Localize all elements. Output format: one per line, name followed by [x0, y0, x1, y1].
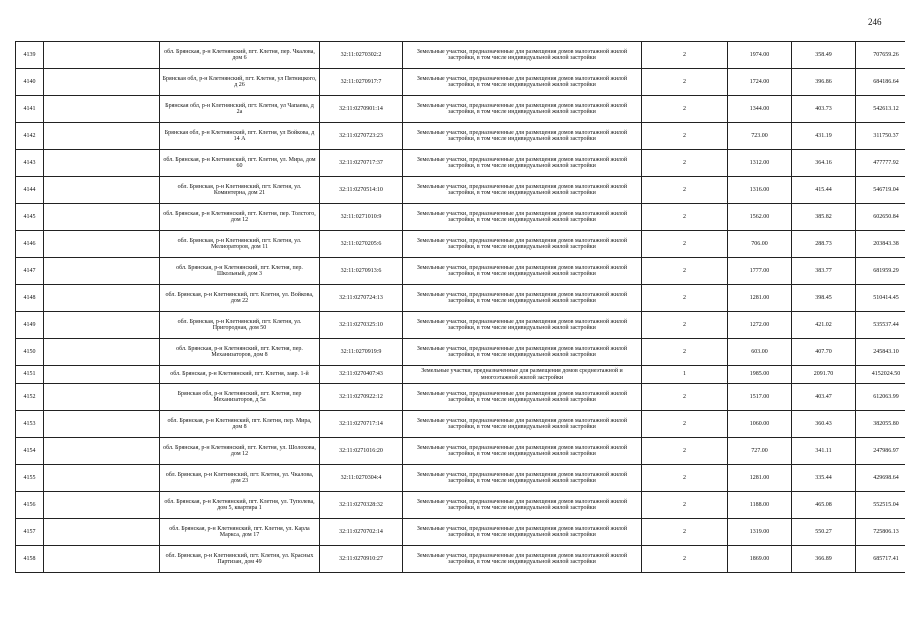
cell-permitted-use: Земельные участки, предназначенные для размещения домов малоэтажной жилой застройки, в том числе индивидуальной жилой застройки: [403, 519, 642, 546]
cell-empty: [44, 366, 160, 384]
cell-cadastral-value: 612063.99: [856, 384, 905, 411]
cell-cadastral-value: 725806.13: [856, 519, 905, 546]
cell-record-number: 4139: [16, 42, 44, 69]
cell-record-number: 4140: [16, 69, 44, 96]
cell-specific-value: 403.73: [792, 96, 856, 123]
cell-empty: [44, 69, 160, 96]
cell-cadastral-number: 32:11:0270717:14: [320, 411, 403, 438]
cell-area: 603.00: [728, 339, 792, 366]
cell-empty: [44, 285, 160, 312]
cell-cadastral-number: 32:11:0270901:14: [320, 96, 403, 123]
cell-permitted-use: Земельные участки, предназначенные для размещения домов малоэтажной жилой застройки, в том числе индивидуальной жилой застройки: [403, 231, 642, 258]
cell-address: обл. Брянская, р-н Клетнянский, пгт. Клетня, пер. Мира, дом 8: [160, 411, 320, 438]
table-row: [16, 285, 905, 312]
cell-permitted-use: Земельные участки, предназначенные для размещения домов малоэтажной жилой застройки, в том числе индивидуальной жилой застройки: [403, 42, 642, 69]
table-row: [16, 42, 905, 69]
cell-area: 1974.00: [728, 42, 792, 69]
cell-permitted-use: Земельные участки, предназначенные для размещения домов малоэтажной жилой застройки, в том числе индивидуальной жилой застройки: [403, 258, 642, 285]
cell-address: Брянская обл, р-н Клетнянский, пгт. Клетня, ул Пятницкого, д 26: [160, 69, 320, 96]
cell-address: обл. Брянская, р-н Клетнянский, пгт. Клетня, ул. Карла Маркса, дом 17: [160, 519, 320, 546]
cell-cadastral-value: 546719.04: [856, 177, 905, 204]
cell-empty: [44, 177, 160, 204]
cell-record-number: 4141: [16, 96, 44, 123]
cell-specific-value: 465.08: [792, 492, 856, 519]
cell-permitted-use: Земельные участки, предназначенные для размещения домов малоэтажной жилой застройки, в том числе индивидуальной жилой застройки: [403, 285, 642, 312]
cell-group-code: 2: [642, 69, 728, 96]
cell-address: обл. Брянская, р-н Клетнянский, пгт. Клетня, ул. Мира, дом 60: [160, 150, 320, 177]
cell-permitted-use: Земельные участки, предназначенные для размещения домов малоэтажной жилой застройки, в том числе индивидуальной жилой застройки: [403, 465, 642, 492]
table-row: [16, 69, 905, 96]
cell-record-number: 4149: [16, 312, 44, 339]
cell-group-code: 2: [642, 177, 728, 204]
cell-empty: [44, 42, 160, 69]
cell-area: 706.00: [728, 231, 792, 258]
cell-permitted-use: Земельные участки, предназначенные для размещения домов малоэтажной жилой застройки, в том числе индивидуальной жилой застройки: [403, 204, 642, 231]
cell-group-code: 2: [642, 465, 728, 492]
cell-empty: [44, 150, 160, 177]
cell-record-number: 4152: [16, 384, 44, 411]
table-row: [16, 411, 905, 438]
cell-empty: [44, 519, 160, 546]
cell-cadastral-value: 542613.12: [856, 96, 905, 123]
cell-empty: [44, 492, 160, 519]
cell-group-code: 1: [642, 366, 728, 384]
cell-cadastral-number: 32:11:0271010:9: [320, 204, 403, 231]
table-row: [16, 123, 905, 150]
cell-empty: [44, 312, 160, 339]
cell-cadastral-value: 247986.97: [856, 438, 905, 465]
land-registry-table: [15, 41, 905, 573]
cell-record-number: 4142: [16, 123, 44, 150]
cell-cadastral-value: 382055.80: [856, 411, 905, 438]
cell-specific-value: 385.82: [792, 204, 856, 231]
cell-record-number: 4156: [16, 492, 44, 519]
cell-specific-value: 288.73: [792, 231, 856, 258]
cell-group-code: 2: [642, 411, 728, 438]
cell-cadastral-number: 32:11:0270910:27: [320, 546, 403, 573]
cell-group-code: 2: [642, 150, 728, 177]
cell-permitted-use: Земельные участки, предназначенные для размещения домов малоэтажной жилой застройки, в том числе индивидуальной жилой застройки: [403, 312, 642, 339]
cell-empty: [44, 123, 160, 150]
cell-area: 1281.00: [728, 465, 792, 492]
cell-address: Брянская обл, р-н Клетнянский, пгт. Клетня, ул Чапаева, д 2а: [160, 96, 320, 123]
cell-group-code: 2: [642, 492, 728, 519]
cell-record-number: 4144: [16, 177, 44, 204]
cell-empty: [44, 339, 160, 366]
table-row: [16, 384, 905, 411]
cell-group-code: 2: [642, 384, 728, 411]
cell-group-code: 2: [642, 204, 728, 231]
cell-cadastral-number: 32:11:0270514:10: [320, 177, 403, 204]
cell-cadastral-value: 311750.37: [856, 123, 905, 150]
table-row: [16, 339, 905, 366]
cell-cadastral-number: 32:11:0270913:6: [320, 258, 403, 285]
cell-cadastral-number: 32:11:0270325:10: [320, 312, 403, 339]
cell-area: 1985.00: [728, 366, 792, 384]
page-number: 246: [868, 17, 882, 27]
cell-cadastral-number: 32:11:0270922:12: [320, 384, 403, 411]
cell-permitted-use: Земельные участки, предназначенные для размещения домов малоэтажной жилой застройки, в том числе индивидуальной жилой застройки: [403, 384, 642, 411]
cell-empty: [44, 96, 160, 123]
cell-area: 1319.00: [728, 519, 792, 546]
cell-cadastral-number: 32:11:0270205:6: [320, 231, 403, 258]
cell-permitted-use: Земельные участки, предназначенные для размещения домов малоэтажной жилой застройки, в том числе индивидуальной жилой застройки: [403, 339, 642, 366]
cell-cadastral-number: 32:11:0270304:4: [320, 465, 403, 492]
cell-record-number: 4145: [16, 204, 44, 231]
cell-specific-value: 431.19: [792, 123, 856, 150]
cell-area: 1344.00: [728, 96, 792, 123]
cell-empty: [44, 438, 160, 465]
cell-area: 1724.00: [728, 69, 792, 96]
cell-cadastral-value: 602650.84: [856, 204, 905, 231]
cell-cadastral-value: 510414.45: [856, 285, 905, 312]
cell-specific-value: 335.44: [792, 465, 856, 492]
cell-group-code: 2: [642, 231, 728, 258]
cell-address: обл. Брянская, р-н Клетнянский, пгт. Клетня, ул. Чкалова, дом 23: [160, 465, 320, 492]
cell-cadastral-value: 552515.04: [856, 492, 905, 519]
cell-address: Брянская обл, р-н Клетнянский, пгт. Клетня, ул Войкова, д 14 А: [160, 123, 320, 150]
table-row: [16, 366, 905, 384]
cell-address: Брянская обл, р-н Клетнянский, пгт. Клетня, пер Механизаторов, д 5а: [160, 384, 320, 411]
cell-record-number: 4155: [16, 465, 44, 492]
cell-cadastral-value: 535537.44: [856, 312, 905, 339]
cell-cadastral-number: 32:11:0270328:32: [320, 492, 403, 519]
cell-cadastral-number: 32:11:0270919:9: [320, 339, 403, 366]
table-row: [16, 546, 905, 573]
cell-cadastral-value: 4152024.50: [856, 366, 905, 384]
cell-area: 1060.00: [728, 411, 792, 438]
cell-record-number: 4148: [16, 285, 44, 312]
cell-permitted-use: Земельные участки, предназначенные для размещения домов малоэтажной жилой застройки, в том числе индивидуальной жилой застройки: [403, 438, 642, 465]
cell-permitted-use: Земельные участки, предназначенные для размещения домов малоэтажной жилой застройки, в том числе индивидуальной жилой застройки: [403, 411, 642, 438]
cell-area: 1316.00: [728, 177, 792, 204]
cell-cadastral-value: 477777.92: [856, 150, 905, 177]
cell-area: 1272.00: [728, 312, 792, 339]
cell-group-code: 2: [642, 312, 728, 339]
cell-area: 1777.00: [728, 258, 792, 285]
cell-specific-value: 550.27: [792, 519, 856, 546]
cell-specific-value: 358.49: [792, 42, 856, 69]
cell-cadastral-number: 32:11:0270717:37: [320, 150, 403, 177]
cell-group-code: 2: [642, 519, 728, 546]
cell-area: 723.00: [728, 123, 792, 150]
cell-cadastral-number: 32:11:0270724:13: [320, 285, 403, 312]
cell-specific-value: 407.70: [792, 339, 856, 366]
table-row: [16, 231, 905, 258]
table-row: [16, 96, 905, 123]
cell-empty: [44, 465, 160, 492]
cell-specific-value: 366.89: [792, 546, 856, 573]
cell-record-number: 4158: [16, 546, 44, 573]
cell-area: 727.00: [728, 438, 792, 465]
cell-area: 1312.00: [728, 150, 792, 177]
cell-specific-value: 398.45: [792, 285, 856, 312]
cell-empty: [44, 546, 160, 573]
cell-address: обл. Брянская, р-н Клетнянский, пгт. Клетня, ул. Красных Партизан, дом 49: [160, 546, 320, 573]
cell-cadastral-number: 32:11:0270302:2: [320, 42, 403, 69]
cell-specific-value: 364.16: [792, 150, 856, 177]
cell-record-number: 4150: [16, 339, 44, 366]
cell-group-code: 2: [642, 258, 728, 285]
cell-address: обл. Брянская, р-н Клетнянский, пгт. Клетня, ул. Шолохова, дом 12: [160, 438, 320, 465]
cell-permitted-use: Земельные участки, предназначенные для размещения домов малоэтажной жилой застройки, в том числе индивидуальной жилой застройки: [403, 177, 642, 204]
cell-record-number: 4143: [16, 150, 44, 177]
cell-empty: [44, 231, 160, 258]
cell-record-number: 4146: [16, 231, 44, 258]
cell-group-code: 2: [642, 546, 728, 573]
cell-address: обл. Брянская, р-н Клетнянский, пгт. Клетня, ул. Пригородная, дом 50: [160, 312, 320, 339]
cell-specific-value: 383.77: [792, 258, 856, 285]
table-row: [16, 465, 905, 492]
cell-area: 1869.00: [728, 546, 792, 573]
cell-address: обл. Брянская, р-н Клетнянский, пгт. Клетня, ул. Туполева, дом 5, квартира 1: [160, 492, 320, 519]
cell-cadastral-value: 685717.41: [856, 546, 905, 573]
cell-permitted-use: Земельные участки, предназначенные для размещения домов малоэтажной жилой застройки, в том числе индивидуальной жилой застройки: [403, 150, 642, 177]
cell-address: обл. Брянская, р-н Клетнянский, пгт. Клетня, пер. Механизаторов, дом 8: [160, 339, 320, 366]
table-row: [16, 492, 905, 519]
cell-permitted-use: Земельные участки, предназначенные для размещения домов малоэтажной жилой застройки, в том числе индивидуальной жилой застройки: [403, 123, 642, 150]
cell-permitted-use: Земельные участки, предназначенные для размещения домов малоэтажной жилой застройки, в том числе индивидуальной жилой застройки: [403, 96, 642, 123]
cell-group-code: 2: [642, 339, 728, 366]
table-row: [16, 177, 905, 204]
cell-empty: [44, 411, 160, 438]
cell-permitted-use: Земельные участки, предназначенные для размещения домов малоэтажной жилой застройки, в том числе индивидуальной жилой застройки: [403, 546, 642, 573]
cell-group-code: 2: [642, 96, 728, 123]
table-row: [16, 519, 905, 546]
cell-specific-value: 2091.70: [792, 366, 856, 384]
cell-cadastral-value: 684186.64: [856, 69, 905, 96]
cell-group-code: 2: [642, 438, 728, 465]
registry-table-body: [16, 42, 905, 573]
cell-group-code: 2: [642, 42, 728, 69]
cell-area: 1562.00: [728, 204, 792, 231]
cell-cadastral-number: 32:11:0270723:23: [320, 123, 403, 150]
cell-specific-value: 403.47: [792, 384, 856, 411]
cell-permitted-use: Земельные участки, предназначенные для размещения домов малоэтажной жилой застройки, в том числе индивидуальной жилой застройки: [403, 69, 642, 96]
cell-area: 1517.00: [728, 384, 792, 411]
table-row: [16, 258, 905, 285]
cell-cadastral-value: 245843.10: [856, 339, 905, 366]
cell-specific-value: 421.02: [792, 312, 856, 339]
cell-cadastral-number: 32:11:0270407:43: [320, 366, 403, 384]
cell-area: 1281.00: [728, 285, 792, 312]
cell-specific-value: 396.86: [792, 69, 856, 96]
cell-permitted-use: Земельные участки, предназначенные для размещения домов среднеэтажной и многоэтажной жилой застройки: [403, 366, 642, 384]
cell-cadastral-number: 32:11:0270702:14: [320, 519, 403, 546]
cell-cadastral-number: 32:11:0271016:20: [320, 438, 403, 465]
cell-permitted-use: Земельные участки, предназначенные для размещения домов малоэтажной жилой застройки, в том числе индивидуальной жилой застройки: [403, 492, 642, 519]
cell-address: обл. Брянская, р-н Клетнянский, пгт. Клетня, пер. Чкалова, дом 6: [160, 42, 320, 69]
table-row: [16, 204, 905, 231]
cell-cadastral-value: 707659.26: [856, 42, 905, 69]
cell-record-number: 4151: [16, 366, 44, 384]
cell-address: обл. Брянская, р-н Клетнянский, пгт. Клетня, заяр. 1-й: [160, 366, 320, 384]
cell-empty: [44, 384, 160, 411]
cell-record-number: 4154: [16, 438, 44, 465]
cell-area: 1188.00: [728, 492, 792, 519]
cell-record-number: 4157: [16, 519, 44, 546]
cell-empty: [44, 204, 160, 231]
cell-address: обл. Брянская, р-н Клетнянский, пгт. Клетня, ул. Войкова, дом 22: [160, 285, 320, 312]
cell-record-number: 4153: [16, 411, 44, 438]
cell-record-number: 4147: [16, 258, 44, 285]
cell-cadastral-number: 32:11:0270917:7: [320, 69, 403, 96]
cell-address: обл. Брянская, р-н Клетнянский, пгт. Клетня, пер. Толстого, дом 12: [160, 204, 320, 231]
cell-address: обл. Брянская, р-н Клетнянский, пгт. Клетня, пер. Школьный, дом 3: [160, 258, 320, 285]
cell-specific-value: 360.43: [792, 411, 856, 438]
cell-empty: [44, 258, 160, 285]
cell-group-code: 2: [642, 123, 728, 150]
cell-cadastral-value: 429698.64: [856, 465, 905, 492]
cell-group-code: 2: [642, 285, 728, 312]
cell-specific-value: 341.11: [792, 438, 856, 465]
table-row: [16, 438, 905, 465]
cell-address: обл. Брянская, р-н Клетнянский, пгт. Клетня, ул. Мелиораторов, дом 11: [160, 231, 320, 258]
cell-specific-value: 415.44: [792, 177, 856, 204]
table-row: [16, 312, 905, 339]
table-row: [16, 150, 905, 177]
cell-cadastral-value: 203843.38: [856, 231, 905, 258]
cell-cadastral-value: 681959.29: [856, 258, 905, 285]
cell-address: обл. Брянская, р-н Клетнянский, пгт. Клетня, ул. Коминтерна, дом 21: [160, 177, 320, 204]
